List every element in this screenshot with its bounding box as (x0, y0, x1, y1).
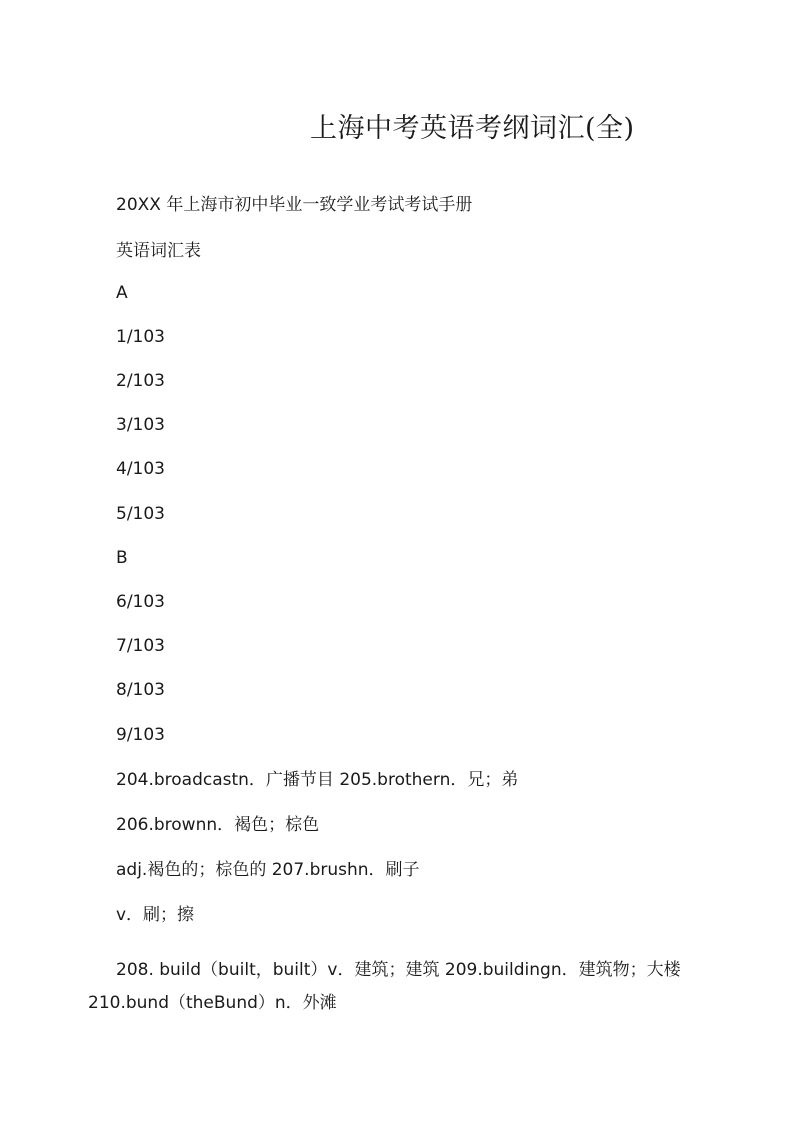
page-ref-line: 2/103 (116, 371, 165, 391)
page-ref-line: 5/103 (116, 504, 165, 524)
section-heading: 英语词汇表 (116, 241, 201, 261)
vocab-entry-line: 204.broadcastn．广播节目 205.brothern．兄；弟 (116, 770, 519, 790)
page-ref-line: 8/103 (116, 680, 165, 700)
page-ref-line: 9/103 (116, 725, 165, 745)
document-title: 上海中考英语考纲词汇(全) (310, 113, 635, 144)
page-ref-line: 4/103 (116, 459, 165, 479)
page-ref-line: 6/103 (116, 592, 165, 612)
vocab-entry-line: v．刷；擦 (116, 905, 195, 925)
page-ref-line: 1/103 (116, 327, 165, 347)
vocab-entry-line: 208. build（built，built）v．建筑；建筑 209.buildingn．建筑物；大楼 (116, 960, 681, 980)
vocab-entry-line: adj.褐色的；棕色的 207.brushn．刷子 (116, 860, 420, 880)
letter-heading-b: B (116, 548, 128, 568)
vocab-entry-line: 210.bund（theBund）n．外滩 (88, 993, 337, 1013)
document-subtitle: 20XX 年上海市初中毕业一致学业考试考试手册 (116, 195, 473, 215)
page-ref-line: 7/103 (116, 636, 165, 656)
page-ref-line: 3/103 (116, 415, 165, 435)
vocab-entry-line: 206.brownn．褐色；棕色 (116, 815, 320, 835)
letter-heading-a: A (116, 283, 128, 303)
